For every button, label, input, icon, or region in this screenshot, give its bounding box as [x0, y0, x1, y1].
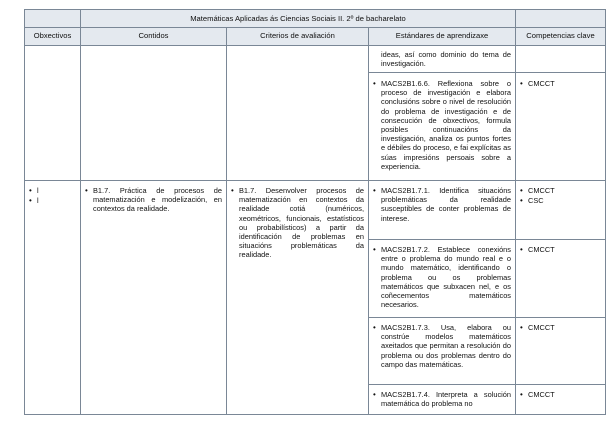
competence-cell-r1	[515, 45, 606, 73]
competence-cell-r3	[515, 180, 606, 240]
competence-item: • CMCCT	[520, 79, 601, 88]
column-header-criteria: Criterios de avaliación	[226, 27, 369, 46]
content-item: • B1.7. Práctica de procesos de matematización e modelización, en contextos da realidade.	[85, 186, 222, 214]
competence-item: • CMCCT	[520, 186, 601, 195]
competence-item: • CMCCT	[520, 390, 601, 399]
header-empty-cell	[515, 9, 606, 28]
competence-item: • CSC	[520, 196, 601, 205]
standard-cell-r1	[368, 45, 516, 73]
competence-item: • CMCCT	[520, 245, 601, 254]
column-header-standards: Estándares de aprendizaxe	[368, 27, 516, 46]
contents-cell-continued	[80, 45, 227, 181]
standard-text: ideas, así como dominio do tema de investigación.	[381, 50, 511, 69]
standard-item: • MACS2B1.7.4. Interpreta a solución matemática do problema no	[373, 390, 511, 408]
objective-item: • l	[29, 196, 76, 205]
header-empty-cell	[24, 9, 81, 28]
column-header-contents: Contidos	[80, 27, 227, 46]
competence-cell-r6	[515, 384, 606, 415]
standard-cell-r6	[368, 384, 516, 415]
standard-item: • MACS2B1.7.1. Identifica situacións problemáticas da realidade susceptibles de conter problemas de interese.	[373, 186, 511, 223]
objectives-cell-b17	[24, 180, 81, 415]
criteria-cell-b17	[226, 180, 369, 415]
competence-cell-r2	[515, 72, 606, 181]
standard-cell-r3	[368, 180, 516, 240]
contents-cell-b17	[80, 180, 227, 415]
competence-cell-r4	[515, 239, 606, 318]
column-header-objectives: Obxectivos	[24, 27, 81, 46]
criteria-cell-continued	[226, 45, 369, 181]
competence-item: • CMCCT	[520, 323, 601, 332]
competence-cell-r5	[515, 317, 606, 385]
criterion-item: • B1.7. Desenvolver procesos de matematización en contextos da realidade cotiá (numéricos, xeométricos, funcionais, estatísticos ou probabilísticos) a partir da identificación de problemas en situacións problemáticas da realidade.	[231, 186, 364, 260]
table-title: Matemáticas Aplicadas ás Ciencias Sociais II. 2º de bacharelato	[80, 9, 516, 28]
standard-item: • MACS2B1.6.6. Reflexiona sobre o proceso de investigación e elabora conclusións sobre o nivel de resolución do problema de investigación e de consecución de obxectivos, formula posibles continuacións da investigación, analiza os puntos fortes e débiles do proceso, e fai explícitas as súas impresións persoais sobre a experiencia.	[373, 79, 511, 171]
standard-cell-r4	[368, 239, 516, 318]
objective-item: • l	[29, 186, 76, 195]
objectives-cell-continued	[24, 45, 81, 181]
standard-item: • MACS2B1.7.2. Establece conexións entre o problema do mundo real e o mundo matemático, identificando o problema ou os problemas matemáticos que subxacen nel, e os coñecementos matemáticos necesarios.	[373, 245, 511, 309]
standard-cell-r5	[368, 317, 516, 385]
column-header-competences: Competencias clave	[515, 27, 606, 46]
standard-item: • MACS2B1.7.3. Usa, elabora ou constrúe modelos matemáticos axeitados que permitan a resolución do problema ou dos problemas dentro do campo das matemáticas.	[373, 323, 511, 369]
standard-cell-r2	[368, 72, 516, 181]
